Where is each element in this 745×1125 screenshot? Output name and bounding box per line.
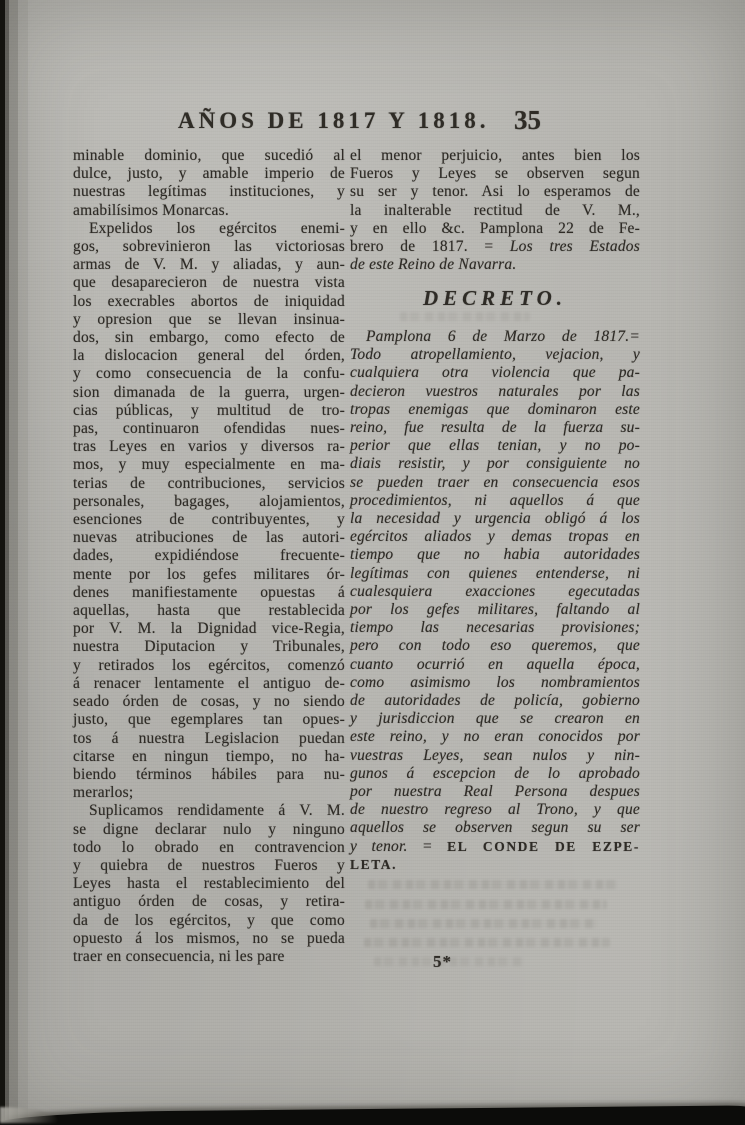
text-line	[350, 238, 640, 256]
text-segment: y opresion que se llevan insinua-	[73, 310, 345, 328]
text-line	[350, 183, 640, 201]
text-segment: y quiebra de nuestros Fueros y	[73, 856, 345, 874]
text-segment: dades, expidiéndose frecuente-	[73, 547, 345, 565]
text-line	[73, 238, 345, 256]
text-segment: terias de contribuciones, servicios	[73, 474, 345, 492]
text-segment: cualesquiera exacciones egecutadas	[350, 582, 640, 600]
text-line	[350, 801, 640, 819]
text-line	[73, 202, 345, 220]
text-line	[73, 274, 345, 292]
left-text-column	[73, 147, 345, 966]
text-line	[73, 329, 345, 347]
text-line	[350, 856, 640, 874]
text-segment: la dislocacion general del órden,	[73, 347, 345, 365]
text-line	[350, 455, 640, 473]
text-line	[73, 948, 345, 966]
text-line	[73, 493, 345, 511]
text-segment: de autoridades de policía, gobierno	[350, 692, 640, 710]
text-line	[73, 620, 345, 638]
text-segment: Leyes hasta el restablecimiento del	[73, 875, 345, 893]
text-segment: legítimas con quienes entenderse, ni	[350, 564, 640, 582]
text-line	[350, 147, 640, 165]
text-line	[73, 802, 345, 820]
text-line	[73, 420, 345, 438]
text-segment: y tenor. =	[350, 837, 448, 855]
text-segment: Los tres Estados	[509, 238, 640, 256]
text-line	[73, 857, 345, 875]
text-segment: citarse en ningun tiempo, no ha-	[73, 747, 345, 765]
text-line	[73, 584, 345, 602]
text-line	[350, 783, 640, 801]
text-segment: nuestra Diputacion y Tribunales,	[73, 638, 345, 656]
bleedthrough-ghost-text	[374, 957, 524, 966]
text-segment: procedimientos, ni aquellos á que	[350, 491, 640, 509]
page-number: 35	[514, 105, 541, 135]
text-segment: se digne declarar nulo y ninguno	[73, 820, 345, 838]
text-line	[350, 401, 640, 419]
text-line	[350, 364, 640, 382]
text-segment: minable dominio, que sucedió al	[73, 147, 345, 164]
text-segment: y en ello &c. Pamplona 22 de Fe-	[350, 219, 640, 237]
text-segment: que desaparecieron de nuestra vista	[73, 274, 345, 292]
text-line	[73, 784, 345, 802]
text-line	[350, 437, 640, 455]
text-segment: y retirados los egércitos, comenzó	[73, 656, 345, 674]
text-segment: LETA.	[350, 856, 398, 872]
text-segment: su ser y tenor. Asi lo esperamos de	[350, 183, 640, 201]
text-line	[350, 220, 640, 238]
text-line	[73, 293, 345, 311]
text-segment: personales, bagages, alojamientos,	[73, 492, 345, 510]
text-line	[73, 183, 345, 201]
text-segment: Pamplona 6 de Marzo de 1817.=	[366, 328, 640, 345]
text-line	[73, 602, 345, 620]
text-line	[350, 528, 640, 546]
text-segment: Expelidos los egércitos enemi-	[89, 219, 345, 237]
text-segment: tropas enemigas que dominaron este	[350, 400, 640, 418]
text-line	[73, 766, 345, 784]
text-segment: la inalterable rectitud de V. M.,	[350, 201, 640, 219]
page-header-title: AÑOS DE 1817 Y 1818.	[178, 108, 490, 133]
text-line	[350, 674, 640, 692]
text-line	[73, 256, 345, 274]
text-segment: pas, continuaron ofendidas nues-	[73, 420, 345, 438]
text-segment: antiguo órden de cosas, y retira-	[73, 893, 345, 911]
text-line	[73, 730, 345, 748]
right-text-column-decree	[350, 328, 640, 874]
text-segment: EL CONDE DE EZPE-	[447, 838, 640, 854]
text-segment: traer en consecuencia, ni les pare	[73, 947, 285, 965]
text-segment: cias públicas, y multitud de tro-	[73, 401, 345, 419]
text-segment: á renacer lentamente el antiguo de-	[73, 674, 345, 692]
text-segment: Fueros y Leyes se observen segun	[350, 165, 640, 183]
text-segment: denes manifiestamente opuestas á	[73, 583, 345, 601]
text-segment: nuestras legítimas instituciones, y	[73, 183, 345, 201]
right-text-column-intro	[350, 147, 640, 274]
text-segment: pero con todo eso queremos, que	[350, 637, 640, 655]
text-line	[73, 311, 345, 329]
text-line	[350, 710, 640, 728]
text-segment: biendo términos hábiles para nu-	[73, 765, 345, 783]
scan-gutter-shadow	[0, 0, 34, 1125]
bleedthrough-ghost-text	[400, 312, 530, 321]
text-line	[350, 474, 640, 492]
text-segment: tiempo las necesarias provisiones;	[350, 619, 640, 637]
text-segment: armas de V. M. y aliadas, y aun-	[73, 256, 345, 274]
text-line	[350, 165, 640, 183]
text-line	[73, 475, 345, 493]
text-segment: dulce, justo, y amable imperio de	[73, 165, 345, 183]
text-segment: perior que ellas tenian, y no po-	[350, 437, 640, 455]
text-segment: este reino, y no eran conocidos por	[350, 728, 640, 746]
text-line	[73, 147, 345, 165]
text-line	[350, 619, 640, 637]
text-segment: merarlos;	[73, 784, 134, 802]
text-segment: reino, fue resulta de la fuerza su-	[350, 419, 640, 437]
text-segment: sion dimanada de la guerra, urgen-	[73, 383, 345, 401]
text-line	[73, 438, 345, 456]
text-line	[350, 601, 640, 619]
text-line	[73, 365, 345, 383]
text-line	[350, 692, 640, 710]
text-line	[73, 839, 345, 857]
text-line	[350, 765, 640, 783]
text-line	[350, 838, 640, 856]
text-segment: tras Leyes en varios y diversos ra-	[73, 438, 345, 456]
signature-mark: 5*	[433, 952, 452, 971]
text-line	[73, 165, 345, 183]
text-line	[73, 875, 345, 893]
text-line	[73, 893, 345, 911]
text-line	[73, 675, 345, 693]
text-segment: cualquiera otra violencia que pa-	[350, 364, 640, 382]
text-segment: mos, y muy especialmente en ma-	[73, 456, 345, 474]
text-segment: gos, sobrevinieron las victoriosas	[73, 238, 345, 256]
text-line	[350, 383, 640, 401]
text-segment: por nuestra Real Persona despues	[350, 783, 640, 801]
scan-bottom-edge	[0, 1105, 745, 1125]
text-segment: y jurisdiccion que se crearon en	[350, 710, 640, 728]
text-line	[350, 346, 640, 364]
text-line	[350, 656, 640, 674]
text-line	[73, 821, 345, 839]
text-segment: cuanto ocurrió en aquella época,	[350, 655, 640, 673]
text-segment: de este Reino de Navarra.	[350, 256, 517, 274]
text-segment: tos á nuestra Legislacion puedan	[73, 729, 345, 747]
decree-heading: DECRETO.	[422, 286, 568, 310]
text-segment: se pueden traer en consecuencia esos	[350, 473, 640, 491]
text-segment: la necesidad y urgencia obligó á los	[350, 510, 640, 528]
text-segment: decieron vuestros naturales por las	[350, 382, 640, 400]
text-segment: los execrables abortos de iniquidad	[73, 292, 345, 310]
bleedthrough-ghost-text	[364, 938, 610, 947]
page-corner-curl	[0, 1107, 58, 1123]
text-line	[350, 256, 640, 274]
text-segment: seado órden de cosas, y no siendo	[73, 693, 345, 711]
text-line	[73, 711, 345, 729]
text-segment: aquellas, hasta que restablecida	[73, 602, 345, 620]
text-segment: nuevas atribuciones de las autori-	[73, 529, 345, 547]
text-segment: por V. M. la Dignidad vice-Regia,	[73, 620, 345, 638]
text-segment: da de los egércitos, y que como	[73, 911, 345, 929]
text-line	[73, 566, 345, 584]
text-line	[73, 511, 345, 529]
text-line	[350, 637, 640, 655]
text-line	[350, 492, 640, 510]
text-line	[350, 819, 640, 837]
text-segment: opuesto á los mismos, no se pueda	[73, 929, 345, 947]
text-segment: dos, sin embargo, como efecto de	[73, 329, 345, 347]
text-line	[73, 347, 345, 365]
text-line	[73, 456, 345, 474]
text-line	[73, 912, 345, 930]
text-segment: esenciones de contribuyentes, y	[73, 511, 345, 529]
text-line	[350, 419, 640, 437]
text-line	[73, 402, 345, 420]
text-segment: gunos á escepcion de lo aprobado	[350, 764, 640, 782]
text-segment: diais resistir, y por consiguiente no	[350, 455, 640, 473]
text-segment: de nuestro regreso al Trono, y que	[350, 801, 640, 819]
text-line	[350, 728, 640, 746]
text-line	[73, 657, 345, 675]
bleedthrough-ghost-text	[370, 919, 598, 928]
text-line	[73, 529, 345, 547]
text-segment: aquellos se observen segun su ser	[350, 819, 640, 837]
text-segment: por los gefes militares, faltando al	[350, 601, 640, 619]
text-line	[73, 384, 345, 402]
text-segment: como asimismo los nombramientos	[350, 673, 640, 691]
text-line	[73, 748, 345, 766]
text-line	[350, 202, 640, 220]
text-segment: tiempo que no habia autoridades	[350, 546, 640, 564]
text-line	[350, 546, 640, 564]
text-segment: amabilísimos Monarcas.	[73, 201, 229, 219]
text-line	[73, 547, 345, 565]
text-line	[73, 930, 345, 948]
text-line	[73, 693, 345, 711]
text-line	[350, 510, 640, 528]
bleedthrough-ghost-text	[365, 900, 607, 909]
text-segment: Todo atropellamiento, vejacion, y	[350, 346, 640, 364]
text-segment: Suplicamos rendidamente á V. M.	[89, 802, 345, 820]
text-line	[73, 220, 345, 238]
bleedthrough-ghost-text	[368, 880, 618, 889]
text-line	[350, 747, 640, 765]
text-segment: brero de 1817. =	[350, 238, 510, 256]
text-segment: vuestras Leyes, sean nulos y nin-	[350, 746, 640, 764]
text-segment: todo lo obrado en contravencion	[73, 838, 345, 856]
text-segment: justo, que egemplares tan opues-	[73, 711, 345, 729]
text-line	[350, 583, 640, 601]
text-segment: el menor perjuicio, antes bien los	[350, 147, 640, 164]
text-line	[350, 565, 640, 583]
text-segment: mente por los gefes militares ór-	[73, 565, 345, 583]
text-segment: egércitos aliados y demas tropas en	[350, 528, 640, 546]
text-line	[350, 328, 640, 346]
text-segment: y como consecuencia de la confu-	[73, 365, 345, 383]
text-line	[73, 638, 345, 656]
